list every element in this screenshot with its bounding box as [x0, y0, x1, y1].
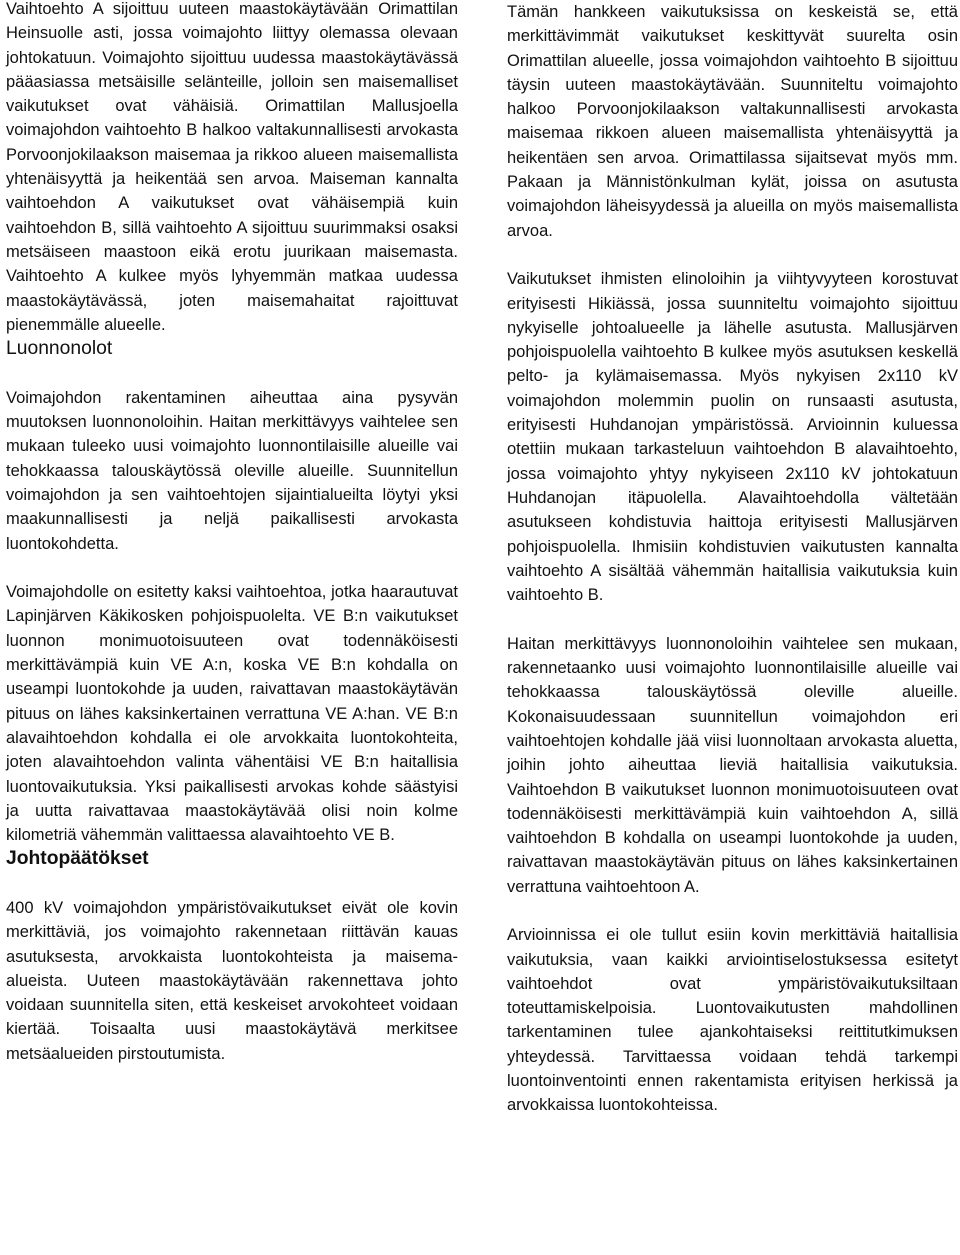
- paragraph-landscape-alternatives: Vaihtoehto A sijoittuu uuteen maastokäytävään Orimattilan Heinsuolle asti, jossa voimajohto liittyy olemassa olevaan johtokatuun. Voimajohto sijoittuu uudessa maastokäytävässä pääasiassa metsäisille selänteille, jolloin sen maisemalliset vaikutukset ovat vähäisiä. Orimattilan Mallusjoella voimajohdon vaihtoehto B halkoo valtakunnallisesti arvokasta Porvoonjokilaakson maisemaa ja rikkoo alueen maisemallista yhtenäisyyttä ja heikentää sen arvoa. Maiseman kannalta vaihtoehdon A vaikutukset ovat vähäisempiä kuin vaihtoehdon B, sillä vaihtoehto A sijoittuu suurimmaksi osaksi metsäiseen maastoon eikä erotu juurikaan maisemasta. Vaihtoehto A kulkee myös lyhyemmän matkaa uudessa maastokäytävässä, joten maisemahaitat rajoittuvat pienemmälle alueelle.: [6, 0, 458, 334]
- left-column: [6, 0, 458, 1066]
- paragraph-assessment-summary: Arvioinnissa ei ole tullut esiin kovin merkittäviä haitallisia vaikutuksia, vaan kaikki arviointiselostuksessa esitetyt vaihtoehdot ovat ympäristövaikutuksiltaan toteuttamiskelpoisia. Luontovaikutusten mahdollinen tarkentaminen tulee ajankohtaiseksi reittitutkimuksen yhteydessä. Tarvittaessa voidaan tehdä tarkempi luontoinventointi ennen rakentamista erityisen herkissä ja arvokkaissa luontokohteissa.: [507, 926, 958, 1115]
- heading-johtopaatokset: Johtopäätökset: [6, 848, 149, 870]
- heading-luonnonolot: Luonnonolot: [6, 338, 113, 360]
- paragraph-alternatives-biodiversity: Voimajohdolle on esitetty kaksi vaihtoehtoa, jotka haarautuvat Lapinjärven Käkikosken pohjoispuolelta. VE B:n vaikutukset luonnon monimuotoisuuteen ovat todennäköisesti merkittävämpiä kuin VE A:n, koska VE B:n kohdalla on useampi luontokohde ja uuden, raivattavan maastokäytävän pituus on lähes kaksinkertainen verrattuna VE A:han. VE B:n alavaihtoehdon kohdalla ei ole arvokkaita luontokohteita, joten alavaihtoehdon valinta vähentäisi VE B:n haitallisia luontovaikutuksia. Yksi paikallisesti arvokas kohde säästyisi ja uutta raivattavaa maastokäytävää olisi noin kolme kilometriä vähemmän valittaessa alavaihtoehto VE B.: [6, 583, 458, 845]
- paragraph-living-conditions: Vaikutukset ihmisten elinoloihin ja viihtyvyyteen korostuvat erityisesti Hikiässä, jossa suunniteltu voimajohto sijoittuu nykyiselle johtoalueelle ja lähelle asutusta. Mallusjärven pohjoispuolella vaihtoehto B kulkee myös asutuksen keskellä pelto- ja kylämaisemassa. Myös nykyisen 2x110 kV voimajohdon molemmin puolin on runsaasti asutusta, erityisesti Huhdanojan ympäristössä. Arvioinnin kuluessa otettiin mukaan tarkasteluun vaihtoehdon B alavaihtoehto, jossa voimajohto yhtyy nykyiseen 2x110 kV johtokatuun Huhdanojan itäpuolella. Alavaihtoehdolla vältetään asutukseen kohdistuvia haittoja erityisesti Mallusjärven pohjoispuolella. Ihmisiin kohdistuvien vaikutusten kannalta vaihtoehto A sisältää vähemmän haitallisia vaikutuksia kuin vaihtoehto B.: [507, 270, 958, 605]
- right-column: [507, 0, 958, 1118]
- paragraph-key-impacts: Tämän hankkeen vaikutuksissa on keskeistä se, että merkittävimmät vaikutukset keskittyvät suurelta osin Orimattilan alueelle, jossa voimajohdon vaihtoehto B sijoittuu täysin uuteen maastokäytävään. Suunniteltu voimajohto halkoo Porvoonjokilaakson valtakunnallisesti arvokasta maisemaa rikkoen alueen maisemallista yhtenäisyyttä ja heikentäen sen arvoa. Orimattilassa sijaitsevat myös mm. Pakaan ja Männistönkulman kylät, joissa on asutusta voimajohdon läheisyydessä ja alueilla on myös maisemallista arvoa.: [507, 3, 958, 240]
- paragraph-nature-impact: Voimajohdon rakentaminen aiheuttaa aina pysyvän muutoksen luonnonoloihin. Haitan merkittävyys vaihtelee sen mukaan tuleeko uusi voimajohto luonnontilaisille alueille vai tehokkaassa talouskäytössä oleville alueille. Suunnitellun voimajohdon ja sen vaihtoehtojen sijaintialueilta löytyi yksi maakunnallisesti ja neljä paikallisesti arvokasta luontokohdetta.: [6, 388, 458, 553]
- paragraph-conclusions: 400 kV voimajohdon ympäristövaikutukset eivät ole kovin merkittäviä, jos voimajohto rakennetaan riittävän kauas asutuksesta, arvokkaista luontokohteista ja maisema-alueista. Uuteen maastokäytävään rakennettava johto voidaan suunnitella siten, että keskeiset arvokohteet voidaan kiertää. Toisaalta uusi maastokäytävä merkitsee metsäalueiden pirstoutumista.: [6, 898, 458, 1063]
- paragraph-nature-significance: Haitan merkittävyys luonnonoloihin vaihtelee sen mukaan, rakennetaanko uusi voimajohto luonnontilaisille alueille vai tehokkaassa talouskäytössä oleville alueille. Kokonaisuudessaan suunnitellun voimajohdon eri vaihtoehtojen kohdalle jää viisi luonnoltaan arvokasta aluetta, joihin johto aiheuttaa lieviä haitallisia vaikutuksia. Vaihtoehdon B vaikutukset luonnon monimuotoisuuteen ovat todennäköisesti merkittävämpiä kuin vaihtoehdon A, sillä vaihtoehdon B kohdalla on useampi luontokohde ja uuden, raivattavan maastokäytävän pituus on lähes kaksinkertainen verrattuna vaihtoehtoon A.: [507, 634, 958, 896]
